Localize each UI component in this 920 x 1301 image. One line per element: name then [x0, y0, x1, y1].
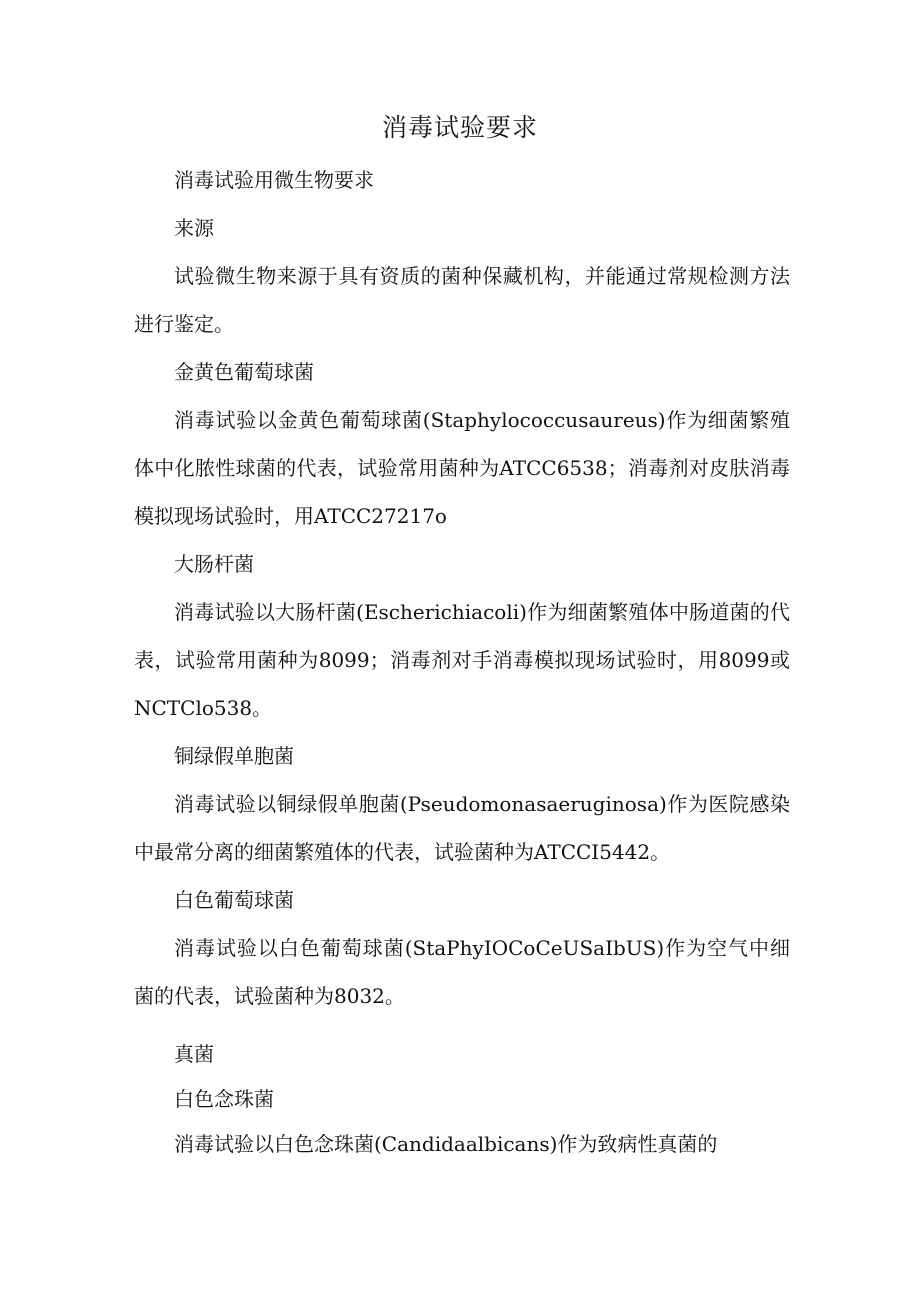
section-heading-source: 来源: [174, 216, 214, 240]
section-heading-fungi: 真菌: [174, 1042, 214, 1066]
section-heading-escherichia-coli: 大肠杆菌: [174, 552, 254, 576]
section-heading-pseudomonas: 铜绿假单胞菌: [174, 744, 294, 768]
page-title: 消毒试验要求: [381, 113, 538, 142]
section-heading-staphylococcus-albus: 白色葡萄球菌: [174, 888, 294, 912]
section-heading-candida: 白色念珠菌: [174, 1087, 274, 1111]
paragraph-escherichia-coli: 消毒试验以大肠杆菌(Escherichiacoli)作为细菌繁殖体中肠道菌的代表，试验常用菌种为8099；消毒剂对手消毒模拟现场试验时，用8099或NCTClo538。: [134, 600, 790, 720]
paragraph-source: 试验微生物来源于具有资质的菌种保藏机构，并能通过常规检测方法进行鉴定。: [134, 264, 790, 336]
section-heading-microbe-requirements: 消毒试验用微生物要求: [174, 168, 374, 192]
paragraph-candida: 消毒试验以白色念珠菌(Candidaalbicans)作为致病性真菌的: [174, 1132, 718, 1156]
paragraph-pseudomonas: 消毒试验以铜绿假单胞菌(Pseudomonasaeruginosa)作为医院感染中最常分离的细菌繁殖体的代表，试验菌种为ATCCI5442。: [134, 792, 790, 864]
paragraph-staphylococcus-aureus: 消毒试验以金黄色葡萄球菌(Staphylococcusaureus)作为细菌繁殖体中化脓性球菌的代表，试验常用菌种为ATCC6538；消毒剂对皮肤消毒模拟现场试验时，用ATCC27217o: [134, 408, 790, 528]
paragraph-staphylococcus-albus: 消毒试验以白色葡萄球菌(StaPhyIOCoCeUSaIbUS)作为空气中细菌的代表，试验菌种为8032。: [134, 936, 790, 1008]
document-body: [134, 156, 790, 1168]
section-heading-staphylococcus-aureus: 金黄色葡萄球菌: [174, 360, 314, 384]
